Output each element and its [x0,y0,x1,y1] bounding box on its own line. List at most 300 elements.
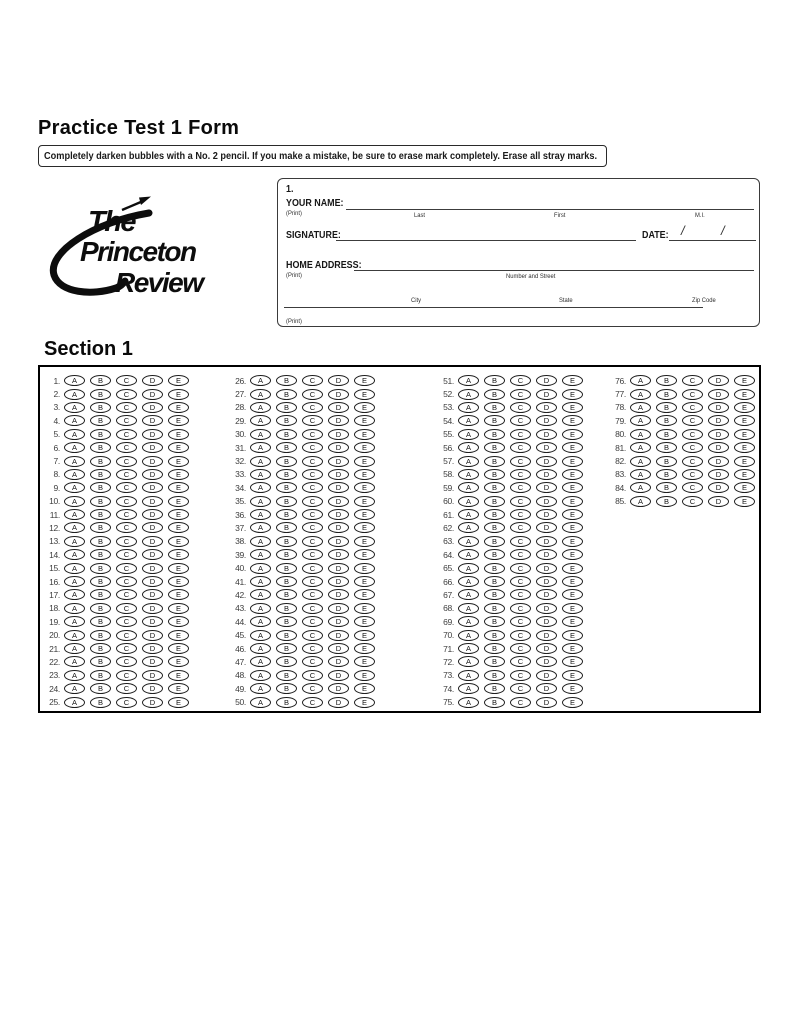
bubble-a[interactable]: A [458,389,479,400]
bubble-a[interactable]: A [64,549,85,560]
bubble-d[interactable]: D [536,589,557,600]
bubble-d[interactable]: D [536,630,557,641]
bubble-b[interactable]: B [484,469,505,480]
bubble-a[interactable]: A [458,496,479,507]
bubble-e[interactable]: E [734,496,755,507]
bubble-b[interactable]: B [484,496,505,507]
bubble-d[interactable]: D [142,375,163,386]
bubble-a[interactable]: A [64,563,85,574]
bubble-a[interactable]: A [64,656,85,667]
bubble-e[interactable]: E [562,415,583,426]
bubble-c[interactable]: C [116,536,137,547]
bubble-e[interactable]: E [354,389,375,400]
bubble-a[interactable]: A [250,656,271,667]
bubble-b[interactable]: B [276,402,297,413]
bubble-c[interactable]: C [116,496,137,507]
bubble-d[interactable]: D [536,429,557,440]
bubble-c[interactable]: C [116,549,137,560]
bubble-c[interactable]: C [510,482,531,493]
bubble-c[interactable]: C [510,630,531,641]
bubble-c[interactable]: C [302,563,323,574]
bubble-d[interactable]: D [708,482,729,493]
bubble-a[interactable]: A [64,522,85,533]
bubble-e[interactable]: E [168,402,189,413]
bubble-a[interactable]: A [630,415,651,426]
bubble-b[interactable]: B [90,630,111,641]
bubble-c[interactable]: C [302,643,323,654]
bubble-a[interactable]: A [64,536,85,547]
bubble-c[interactable]: C [682,496,703,507]
bubble-d[interactable]: D [142,522,163,533]
bubble-b[interactable]: B [656,402,677,413]
bubble-a[interactable]: A [250,415,271,426]
bubble-c[interactable]: C [510,603,531,614]
bubble-e[interactable]: E [734,375,755,386]
bubble-c[interactable]: C [510,549,531,560]
bubble-c[interactable]: C [510,509,531,520]
bubble-b[interactable]: B [90,603,111,614]
bubble-a[interactable]: A [64,429,85,440]
bubble-d[interactable]: D [142,469,163,480]
bubble-d[interactable]: D [328,576,349,587]
bubble-d[interactable]: D [328,482,349,493]
bubble-e[interactable]: E [354,402,375,413]
bubble-a[interactable]: A [64,697,85,708]
bubble-d[interactable]: D [536,456,557,467]
bubble-c[interactable]: C [302,589,323,600]
bubble-e[interactable]: E [354,536,375,547]
bubble-c[interactable]: C [302,616,323,627]
bubble-b[interactable]: B [276,549,297,560]
bubble-d[interactable]: D [536,509,557,520]
bubble-d[interactable]: D [142,536,163,547]
bubble-a[interactable]: A [458,656,479,667]
bubble-e[interactable]: E [168,536,189,547]
bubble-e[interactable]: E [168,482,189,493]
bubble-d[interactable]: D [328,670,349,681]
bubble-e[interactable]: E [734,429,755,440]
bubble-a[interactable]: A [458,536,479,547]
bubble-d[interactable]: D [536,375,557,386]
bubble-a[interactable]: A [458,697,479,708]
bubble-b[interactable]: B [484,522,505,533]
bubble-a[interactable]: A [630,375,651,386]
bubble-d[interactable]: D [328,522,349,533]
bubble-e[interactable]: E [354,456,375,467]
bubble-d[interactable]: D [142,415,163,426]
bubble-d[interactable]: D [536,656,557,667]
bubble-a[interactable]: A [64,402,85,413]
your-name-input[interactable] [346,209,754,210]
bubble-c[interactable]: C [510,589,531,600]
bubble-e[interactable]: E [354,683,375,694]
bubble-a[interactable]: A [250,683,271,694]
bubble-d[interactable]: D [328,415,349,426]
bubble-a[interactable]: A [250,563,271,574]
bubble-a[interactable]: A [250,643,271,654]
bubble-a[interactable]: A [250,549,271,560]
bubble-a[interactable]: A [458,482,479,493]
bubble-d[interactable]: D [142,402,163,413]
bubble-e[interactable]: E [562,697,583,708]
bubble-c[interactable]: C [116,482,137,493]
bubble-c[interactable]: C [302,469,323,480]
bubble-b[interactable]: B [656,429,677,440]
bubble-c[interactable]: C [302,482,323,493]
bubble-a[interactable]: A [250,616,271,627]
bubble-e[interactable]: E [562,683,583,694]
bubble-b[interactable]: B [484,402,505,413]
bubble-c[interactable]: C [302,656,323,667]
bubble-d[interactable]: D [536,389,557,400]
bubble-d[interactable]: D [328,616,349,627]
bubble-d[interactable]: D [708,375,729,386]
bubble-d[interactable]: D [536,469,557,480]
bubble-c[interactable]: C [116,469,137,480]
bubble-e[interactable]: E [354,643,375,654]
bubble-b[interactable]: B [276,429,297,440]
bubble-e[interactable]: E [354,616,375,627]
bubble-b[interactable]: B [484,563,505,574]
bubble-c[interactable]: C [302,683,323,694]
bubble-c[interactable]: C [510,563,531,574]
bubble-e[interactable]: E [562,469,583,480]
bubble-d[interactable]: D [536,549,557,560]
bubble-d[interactable]: D [142,442,163,453]
bubble-e[interactable]: E [354,670,375,681]
bubble-d[interactable]: D [328,549,349,560]
bubble-b[interactable]: B [276,536,297,547]
bubble-e[interactable]: E [562,429,583,440]
bubble-c[interactable]: C [682,375,703,386]
bubble-a[interactable]: A [64,442,85,453]
bubble-c[interactable]: C [682,415,703,426]
bubble-a[interactable]: A [64,643,85,654]
bubble-d[interactable]: D [328,563,349,574]
bubble-e[interactable]: E [168,442,189,453]
bubble-e[interactable]: E [562,630,583,641]
bubble-d[interactable]: D [328,656,349,667]
bubble-d[interactable]: D [328,683,349,694]
date-input[interactable] [669,240,756,241]
bubble-b[interactable]: B [276,656,297,667]
bubble-b[interactable]: B [90,469,111,480]
bubble-a[interactable]: A [630,442,651,453]
bubble-c[interactable]: C [510,536,531,547]
bubble-c[interactable]: C [116,563,137,574]
bubble-c[interactable]: C [682,482,703,493]
bubble-d[interactable]: D [536,402,557,413]
bubble-b[interactable]: B [276,375,297,386]
bubble-e[interactable]: E [168,656,189,667]
bubble-e[interactable]: E [168,603,189,614]
bubble-a[interactable]: A [630,482,651,493]
bubble-b[interactable]: B [276,603,297,614]
bubble-a[interactable]: A [458,509,479,520]
bubble-d[interactable]: D [142,563,163,574]
bubble-a[interactable]: A [458,429,479,440]
bubble-e[interactable]: E [354,697,375,708]
bubble-a[interactable]: A [250,522,271,533]
bubble-a[interactable]: A [64,469,85,480]
bubble-b[interactable]: B [90,415,111,426]
bubble-b[interactable]: B [276,616,297,627]
bubble-d[interactable]: D [536,670,557,681]
bubble-c[interactable]: C [510,576,531,587]
bubble-d[interactable]: D [536,697,557,708]
bubble-c[interactable]: C [510,402,531,413]
bubble-d[interactable]: D [328,589,349,600]
bubble-c[interactable]: C [116,522,137,533]
bubble-a[interactable]: A [458,469,479,480]
bubble-b[interactable]: B [656,456,677,467]
bubble-b[interactable]: B [90,683,111,694]
bubble-d[interactable]: D [536,536,557,547]
bubble-a[interactable]: A [458,643,479,654]
bubble-d[interactable]: D [142,429,163,440]
bubble-d[interactable]: D [328,536,349,547]
bubble-e[interactable]: E [168,697,189,708]
bubble-e[interactable]: E [354,630,375,641]
bubble-a[interactable]: A [250,375,271,386]
bubble-a[interactable]: A [250,603,271,614]
bubble-a[interactable]: A [64,509,85,520]
bubble-d[interactable]: D [708,402,729,413]
bubble-d[interactable]: D [142,670,163,681]
bubble-d[interactable]: D [328,630,349,641]
bubble-c[interactable]: C [682,402,703,413]
bubble-e[interactable]: E [168,549,189,560]
bubble-a[interactable]: A [64,375,85,386]
bubble-b[interactable]: B [484,603,505,614]
bubble-e[interactable]: E [354,442,375,453]
bubble-a[interactable]: A [250,670,271,681]
bubble-e[interactable]: E [168,509,189,520]
bubble-c[interactable]: C [302,670,323,681]
bubble-c[interactable]: C [116,375,137,386]
bubble-b[interactable]: B [90,522,111,533]
bubble-c[interactable]: C [302,536,323,547]
bubble-e[interactable]: E [168,415,189,426]
bubble-a[interactable]: A [250,469,271,480]
bubble-c[interactable]: C [510,375,531,386]
bubble-e[interactable]: E [354,576,375,587]
bubble-c[interactable]: C [682,389,703,400]
bubble-b[interactable]: B [276,389,297,400]
bubble-e[interactable]: E [562,536,583,547]
bubble-b[interactable]: B [276,643,297,654]
bubble-b[interactable]: B [484,389,505,400]
bubble-a[interactable]: A [630,469,651,480]
bubble-d[interactable]: D [142,482,163,493]
bubble-e[interactable]: E [734,469,755,480]
bubble-b[interactable]: B [484,616,505,627]
bubble-a[interactable]: A [64,670,85,681]
bubble-c[interactable]: C [510,670,531,681]
bubble-c[interactable]: C [682,442,703,453]
bubble-d[interactable]: D [142,549,163,560]
bubble-c[interactable]: C [302,549,323,560]
bubble-a[interactable]: A [250,429,271,440]
bubble-a[interactable]: A [458,603,479,614]
bubble-d[interactable]: D [142,697,163,708]
bubble-d[interactable]: D [708,469,729,480]
bubble-c[interactable]: C [116,656,137,667]
bubble-b[interactable]: B [276,630,297,641]
bubble-c[interactable]: C [510,522,531,533]
bubble-d[interactable]: D [328,456,349,467]
bubble-d[interactable]: D [708,456,729,467]
bubble-a[interactable]: A [250,442,271,453]
bubble-e[interactable]: E [168,375,189,386]
bubble-c[interactable]: C [302,415,323,426]
bubble-b[interactable]: B [90,670,111,681]
bubble-c[interactable]: C [302,496,323,507]
bubble-b[interactable]: B [276,509,297,520]
bubble-a[interactable]: A [250,536,271,547]
bubble-b[interactable]: B [90,496,111,507]
bubble-a[interactable]: A [630,402,651,413]
bubble-b[interactable]: B [90,402,111,413]
bubble-e[interactable]: E [562,496,583,507]
bubble-d[interactable]: D [536,415,557,426]
bubble-c[interactable]: C [116,643,137,654]
bubble-e[interactable]: E [168,389,189,400]
bubble-a[interactable]: A [630,389,651,400]
bubble-e[interactable]: E [354,589,375,600]
bubble-b[interactable]: B [90,616,111,627]
bubble-a[interactable]: A [64,589,85,600]
bubble-e[interactable]: E [734,389,755,400]
bubble-d[interactable]: D [328,375,349,386]
bubble-b[interactable]: B [656,442,677,453]
bubble-e[interactable]: E [734,442,755,453]
bubble-b[interactable]: B [484,429,505,440]
bubble-c[interactable]: C [302,630,323,641]
bubble-e[interactable]: E [354,509,375,520]
bubble-e[interactable]: E [168,456,189,467]
bubble-e[interactable]: E [562,563,583,574]
bubble-b[interactable]: B [656,469,677,480]
bubble-b[interactable]: B [276,469,297,480]
bubble-d[interactable]: D [328,603,349,614]
bubble-e[interactable]: E [562,442,583,453]
bubble-c[interactable]: C [510,415,531,426]
home-address-input[interactable] [354,270,754,271]
bubble-c[interactable]: C [116,442,137,453]
bubble-c[interactable]: C [116,509,137,520]
bubble-b[interactable]: B [484,576,505,587]
bubble-b[interactable]: B [276,442,297,453]
bubble-e[interactable]: E [562,643,583,654]
bubble-a[interactable]: A [64,603,85,614]
bubble-c[interactable]: C [116,630,137,641]
bubble-b[interactable]: B [90,656,111,667]
bubble-b[interactable]: B [90,643,111,654]
bubble-e[interactable]: E [734,415,755,426]
bubble-b[interactable]: B [484,549,505,560]
bubble-c[interactable]: C [510,469,531,480]
bubble-d[interactable]: D [142,603,163,614]
bubble-e[interactable]: E [354,603,375,614]
bubble-c[interactable]: C [116,429,137,440]
bubble-a[interactable]: A [458,415,479,426]
bubble-e[interactable]: E [168,683,189,694]
bubble-b[interactable]: B [90,509,111,520]
bubble-e[interactable]: E [562,375,583,386]
bubble-d[interactable]: D [536,496,557,507]
bubble-b[interactable]: B [90,563,111,574]
bubble-a[interactable]: A [64,630,85,641]
bubble-a[interactable]: A [458,522,479,533]
bubble-c[interactable]: C [302,509,323,520]
bubble-c[interactable]: C [510,697,531,708]
bubble-e[interactable]: E [168,630,189,641]
bubble-e[interactable]: E [562,616,583,627]
bubble-b[interactable]: B [484,683,505,694]
bubble-b[interactable]: B [90,697,111,708]
bubble-a[interactable]: A [458,442,479,453]
bubble-b[interactable]: B [484,536,505,547]
bubble-b[interactable]: B [484,442,505,453]
bubble-e[interactable]: E [562,670,583,681]
bubble-c[interactable]: C [302,375,323,386]
bubble-c[interactable]: C [510,656,531,667]
bubble-a[interactable]: A [250,697,271,708]
bubble-e[interactable]: E [734,482,755,493]
bubble-c[interactable]: C [682,456,703,467]
bubble-e[interactable]: E [168,469,189,480]
bubble-e[interactable]: E [562,389,583,400]
bubble-c[interactable]: C [510,442,531,453]
bubble-b[interactable]: B [484,643,505,654]
bubble-b[interactable]: B [484,415,505,426]
bubble-d[interactable]: D [142,683,163,694]
bubble-d[interactable]: D [536,643,557,654]
bubble-c[interactable]: C [302,429,323,440]
bubble-e[interactable]: E [562,482,583,493]
bubble-c[interactable]: C [510,429,531,440]
bubble-a[interactable]: A [458,576,479,587]
bubble-e[interactable]: E [168,589,189,600]
bubble-a[interactable]: A [250,482,271,493]
bubble-e[interactable]: E [168,576,189,587]
bubble-a[interactable]: A [458,375,479,386]
bubble-c[interactable]: C [302,442,323,453]
bubble-b[interactable]: B [276,456,297,467]
bubble-e[interactable]: E [354,415,375,426]
bubble-a[interactable]: A [64,496,85,507]
bubble-a[interactable]: A [458,683,479,694]
bubble-b[interactable]: B [90,442,111,453]
bubble-b[interactable]: B [484,630,505,641]
bubble-c[interactable]: C [302,402,323,413]
bubble-b[interactable]: B [90,429,111,440]
bubble-e[interactable]: E [354,375,375,386]
bubble-b[interactable]: B [484,509,505,520]
bubble-e[interactable]: E [562,589,583,600]
bubble-c[interactable]: C [116,576,137,587]
bubble-a[interactable]: A [250,496,271,507]
bubble-b[interactable]: B [484,697,505,708]
bubble-c[interactable]: C [116,402,137,413]
bubble-a[interactable]: A [250,389,271,400]
bubble-a[interactable]: A [250,402,271,413]
bubble-c[interactable]: C [302,576,323,587]
bubble-b[interactable]: B [484,456,505,467]
bubble-a[interactable]: A [64,482,85,493]
bubble-b[interactable]: B [276,415,297,426]
